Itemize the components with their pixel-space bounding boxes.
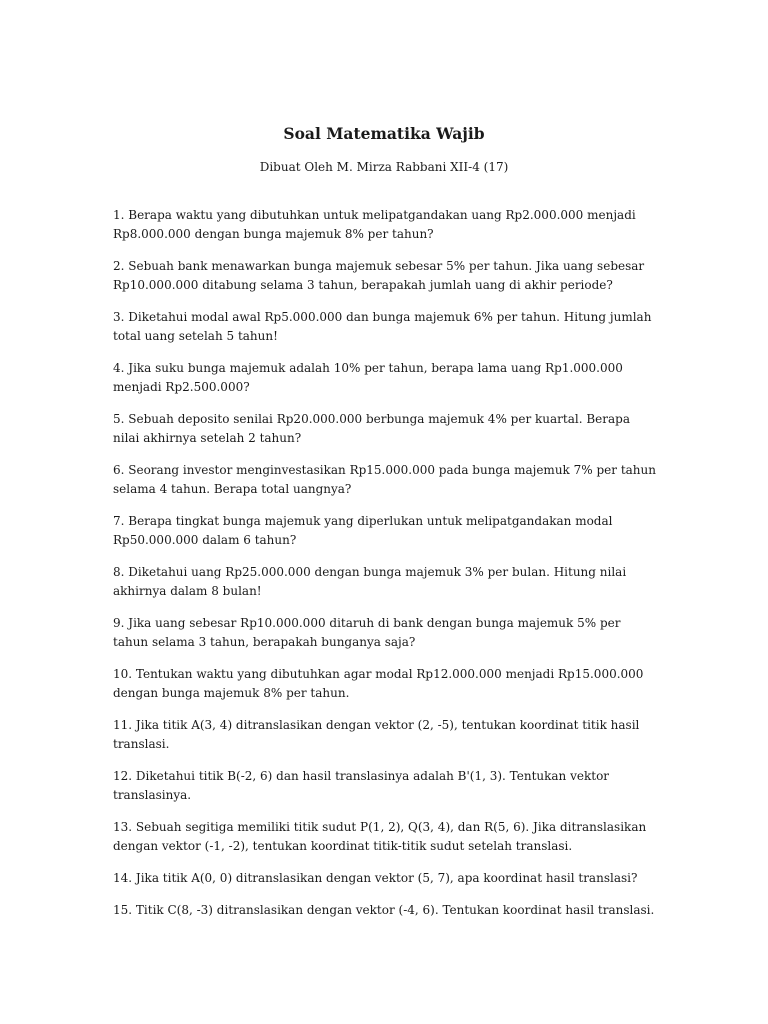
question-item: 12. Diketahui titik B(-2, 6) dan hasil translasinya adalah B'(1, 3). Tentukan vektor translasinya. [113, 769, 610, 802]
question-list [113, 206, 658, 933]
question-item: 11. Jika titik A(3, 4) ditranslasikan dengan vektor (2, -5), tentukan koordinat titik hasil translasi. [113, 718, 640, 751]
question-item: 5. Sebuah deposito senilai Rp20.000.000 berbunga majemuk 4% per kuartal. Berapa nilai akhirnya setelah 2 tahun? [113, 412, 630, 445]
question-item: 2. Sebuah bank menawarkan bunga majemuk sebesar 5% per tahun. Jika uang sebesar Rp10.000.000 ditabung selama 3 tahun, berapakah jumlah uang di akhir periode? [113, 259, 645, 292]
question-item: 10. Tentukan waktu yang dibutuhkan agar modal Rp12.000.000 menjadi Rp15.000.000 dengan bunga majemuk 8% per tahun. [113, 667, 644, 700]
question-item: 1. Berapa waktu yang dibutuhkan untuk melipatgandakan uang Rp2.000.000 menjadi Rp8.000.000 dengan bunga majemuk 8% per tahun? [113, 208, 636, 241]
question-item: 9. Jika uang sebesar Rp10.000.000 ditaruh di bank dengan bunga majemuk 5% per tahun selama 3 tahun, berapakah bunganya saja? [113, 616, 621, 649]
document-title: Soal Matematika Wajib [283, 124, 485, 143]
question-item: 14. Jika titik A(0, 0) ditranslasikan dengan vektor (5, 7), apa koordinat hasil translasi? [113, 871, 638, 885]
question-item: 15. Titik C(8, -3) ditranslasikan dengan vektor (-4, 6). Tentukan koordinat hasil translasi. [113, 903, 655, 917]
question-item: 6. Seorang investor menginvestasikan Rp15.000.000 pada bunga majemuk 7% per tahun selama 4 tahun. Berapa total uangnya? [113, 463, 656, 496]
document-subtitle: Dibuat Oleh M. Mirza Rabbani XII-4 (17) [259, 160, 509, 174]
question-item: 3. Diketahui modal awal Rp5.000.000 dan bunga majemuk 6% per tahun. Hitung jumlah total uang setelah 5 tahun! [113, 310, 652, 343]
question-item: 4. Jika suku bunga majemuk adalah 10% per tahun, berapa lama uang Rp1.000.000 menjadi Rp2.500.000? [113, 361, 623, 394]
question-item: 7. Berapa tingkat bunga majemuk yang diperlukan untuk melipatgandakan modal Rp50.000.000 dalam 6 tahun? [113, 514, 613, 547]
question-item: 13. Sebuah segitiga memiliki titik sudut P(1, 2), Q(3, 4), dan R(5, 6). Jika ditranslasikan dengan vektor (-1, -2), tentukan koordinat titik-titik sudut setelah translasi. [113, 820, 647, 853]
question-item: 8. Diketahui uang Rp25.000.000 dengan bunga majemuk 3% per bulan. Hitung nilai akhirnya dalam 8 bulan! [113, 565, 627, 598]
